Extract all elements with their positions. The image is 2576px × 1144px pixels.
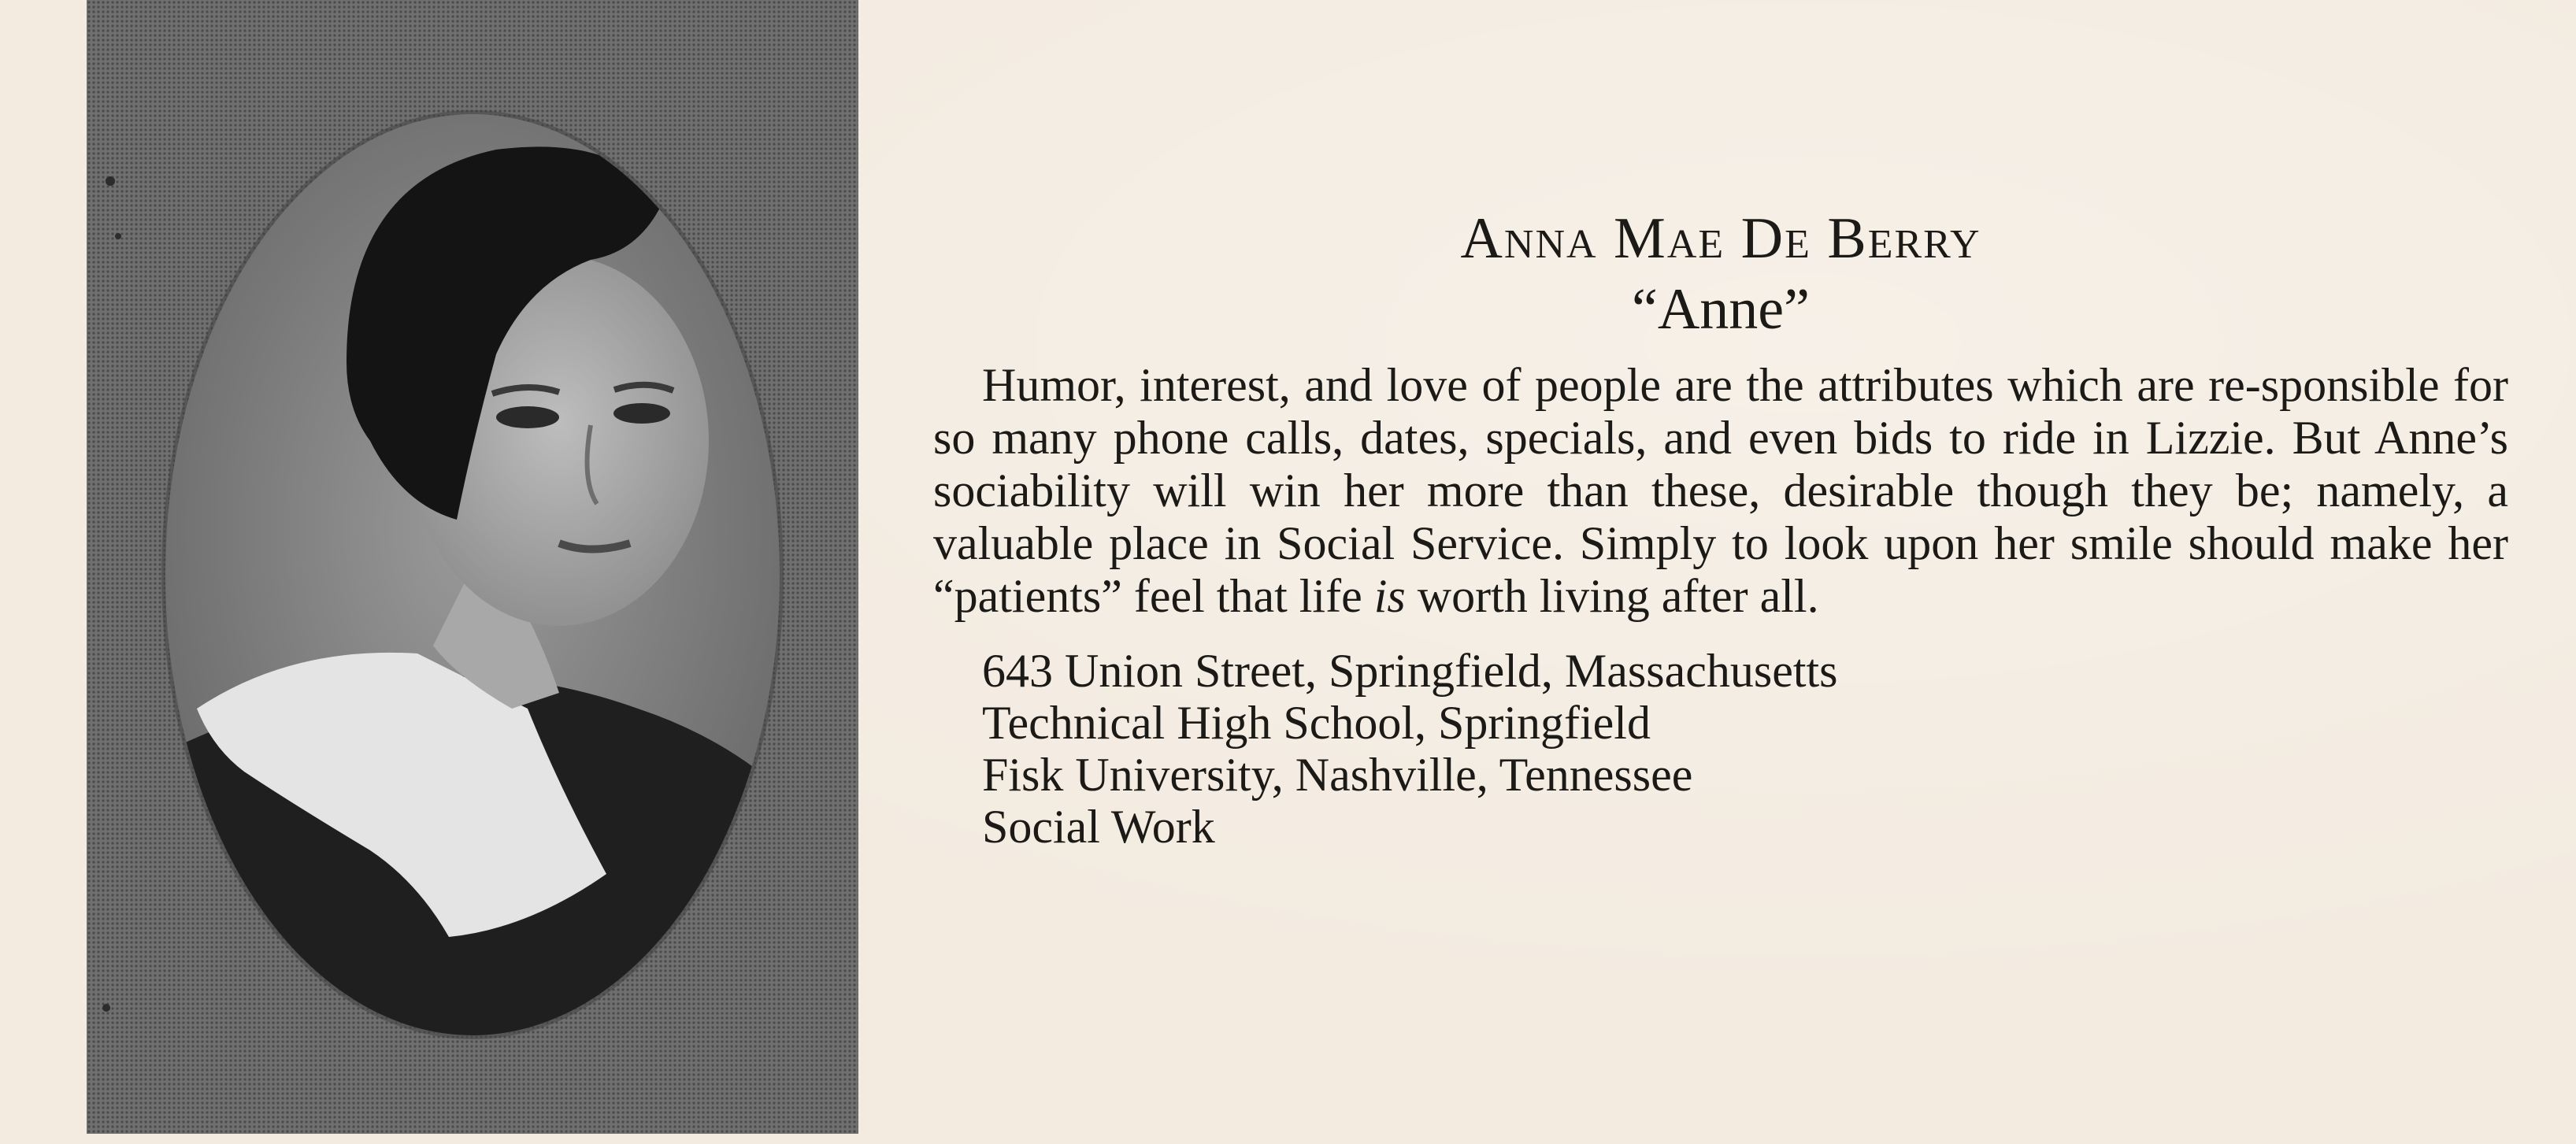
biography-paragraph (933, 359, 2508, 623)
field-of-study: Social Work (982, 801, 1215, 853)
student-name: Anna Mae De Berry (1460, 206, 1981, 271)
university: Fisk University, Nashville, Tennessee (982, 749, 1693, 801)
portrait-photo (87, 0, 858, 1134)
student-nickname: “Anne” (1632, 277, 1810, 342)
biography-text-block (933, 203, 2508, 853)
bio-text-part-1: Humor, interest, and love of people are the attributes which are re-sponsible for so many phone calls, dates, specials, and even bids to ride in Lizzie. But Anne’s sociability will win her more than these, desirable though they be; namely, a valuable place in Social Service. Simply to look upon her smile should make her “patients” feel that life (933, 359, 2508, 622)
student-details (933, 645, 2508, 853)
bio-text-part-2: worth living after all. (1405, 570, 1819, 622)
high-school: Technical High School, Springfield (982, 697, 1651, 749)
bio-emphasis: is (1373, 570, 1406, 622)
home-address: 643 Union Street, Springfield, Massachusetts (982, 645, 1838, 697)
portrait-illustration (87, 0, 858, 1134)
